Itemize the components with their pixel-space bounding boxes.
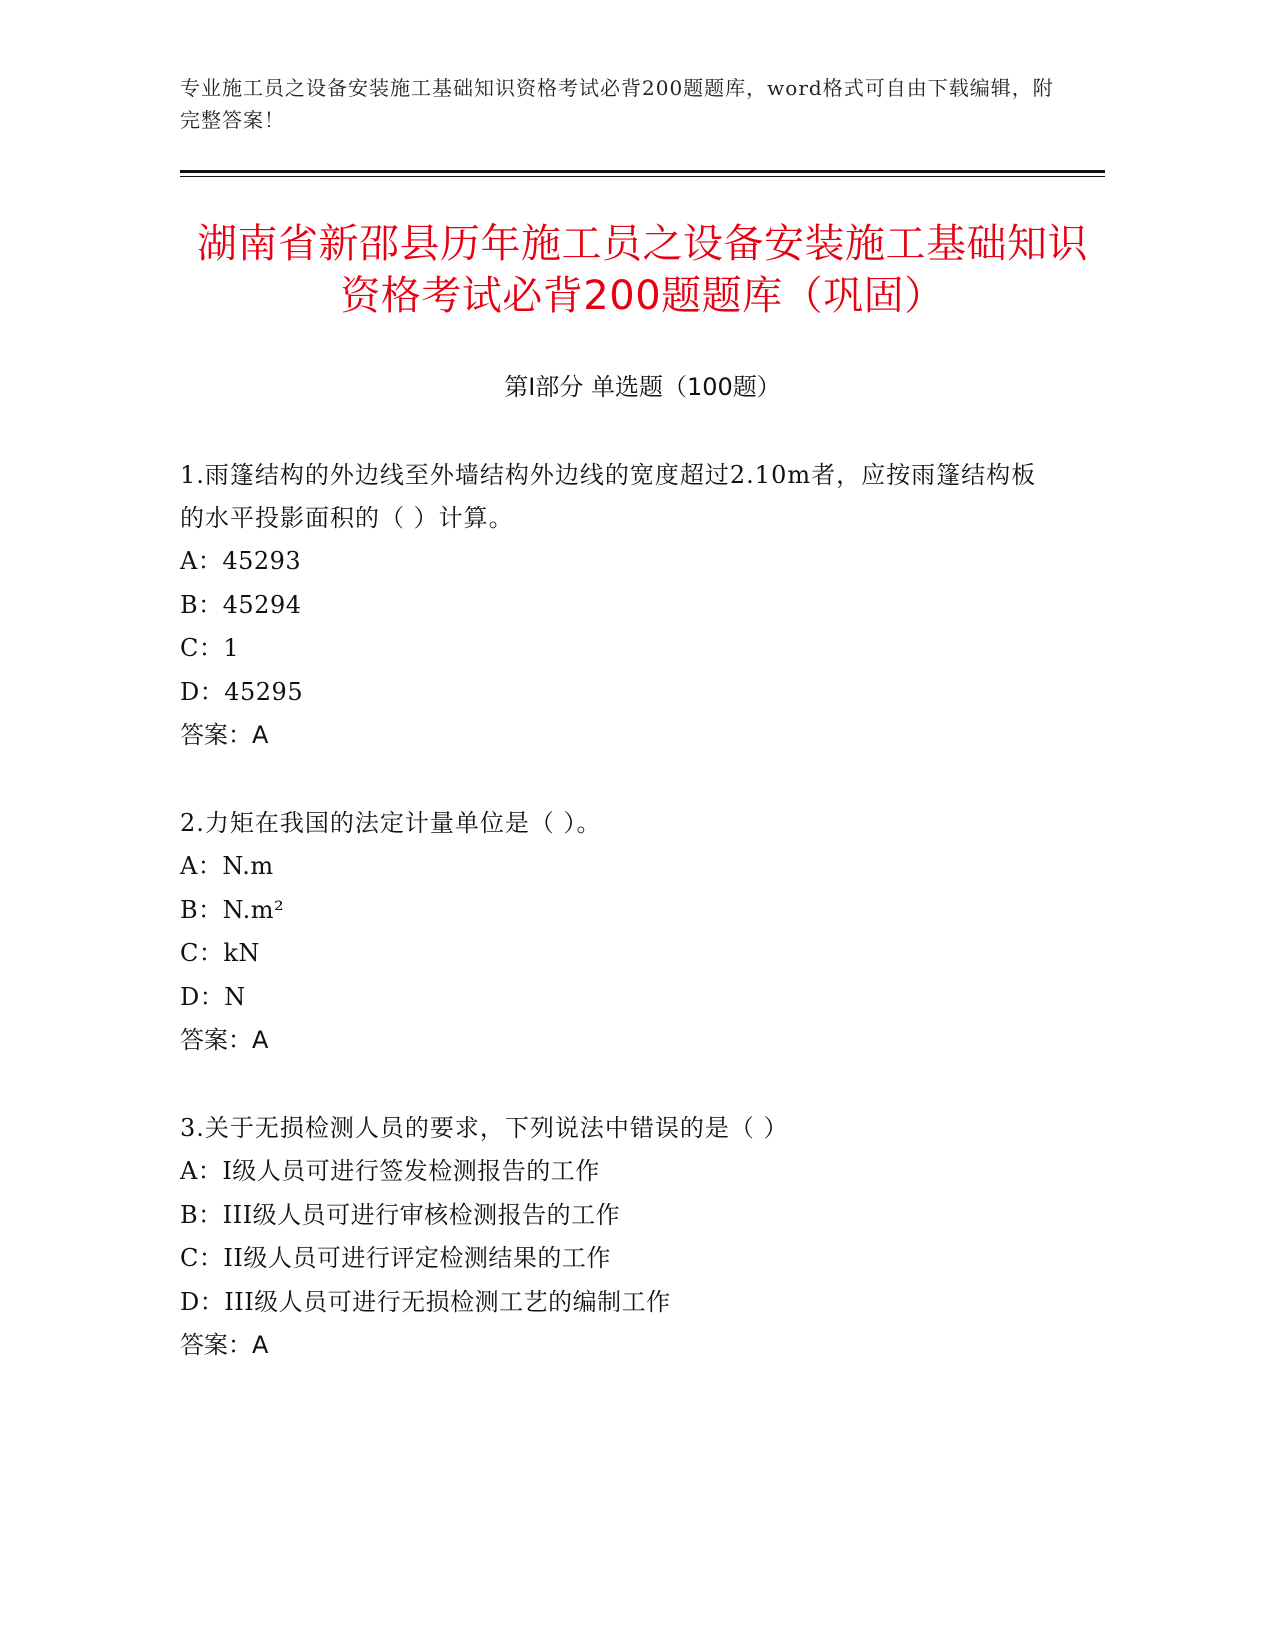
section-heading: 第I部分 单选题（100题） <box>504 373 781 401</box>
answer: 答案：A <box>180 1026 269 1054</box>
option-a: A：45293 <box>180 547 302 575</box>
option-d: D：III级人员可进行无损检测工艺的编制工作 <box>180 1287 671 1316</box>
question-3 <box>180 1107 1040 1368</box>
option-b: B：45294 <box>180 590 302 619</box>
option-c: C：kN <box>180 939 260 967</box>
question-stem: 3.关于无损检测人员的要求，下列说法中错误的是（ ） <box>180 1114 789 1142</box>
option-c: C：1 <box>180 634 240 662</box>
option-b: B：III级人员可进行审核检测报告的工作 <box>180 1200 621 1229</box>
option-a: A：N.m <box>180 852 274 880</box>
option-d: D：N <box>180 982 246 1011</box>
question-stem: 2.力矩在我国的法定计量单位是（ ）。 <box>180 809 602 837</box>
header-divider-thin <box>180 176 1105 177</box>
header-divider-thick <box>180 170 1105 173</box>
document-title: 湖南省新邵县历年施工员之设备安装施工基础知识资格考试必背200题题库（巩固） <box>197 221 1088 319</box>
question-1 <box>180 454 1040 758</box>
header-note: 专业施工员之设备安装施工基础知识资格考试必背200题题库，word格式可自由下载编辑，附完整答案！ <box>180 76 1054 132</box>
option-c: C：II级人员可进行评定检测结果的工作 <box>180 1244 611 1272</box>
answer: 答案：A <box>180 1331 269 1359</box>
option-d: D：45295 <box>180 677 304 706</box>
question-stem: 1.雨篷结构的外边线至外墙结构外边线的宽度超过2.10m者，应按雨篷结构板的水平投影面积的（ ）计算。 <box>180 461 1037 532</box>
option-a: A：I级人员可进行签发检测报告的工作 <box>180 1157 600 1185</box>
option-b: B：N.m² <box>180 895 285 924</box>
answer: 答案：A <box>180 721 269 749</box>
question-2 <box>180 802 1040 1063</box>
